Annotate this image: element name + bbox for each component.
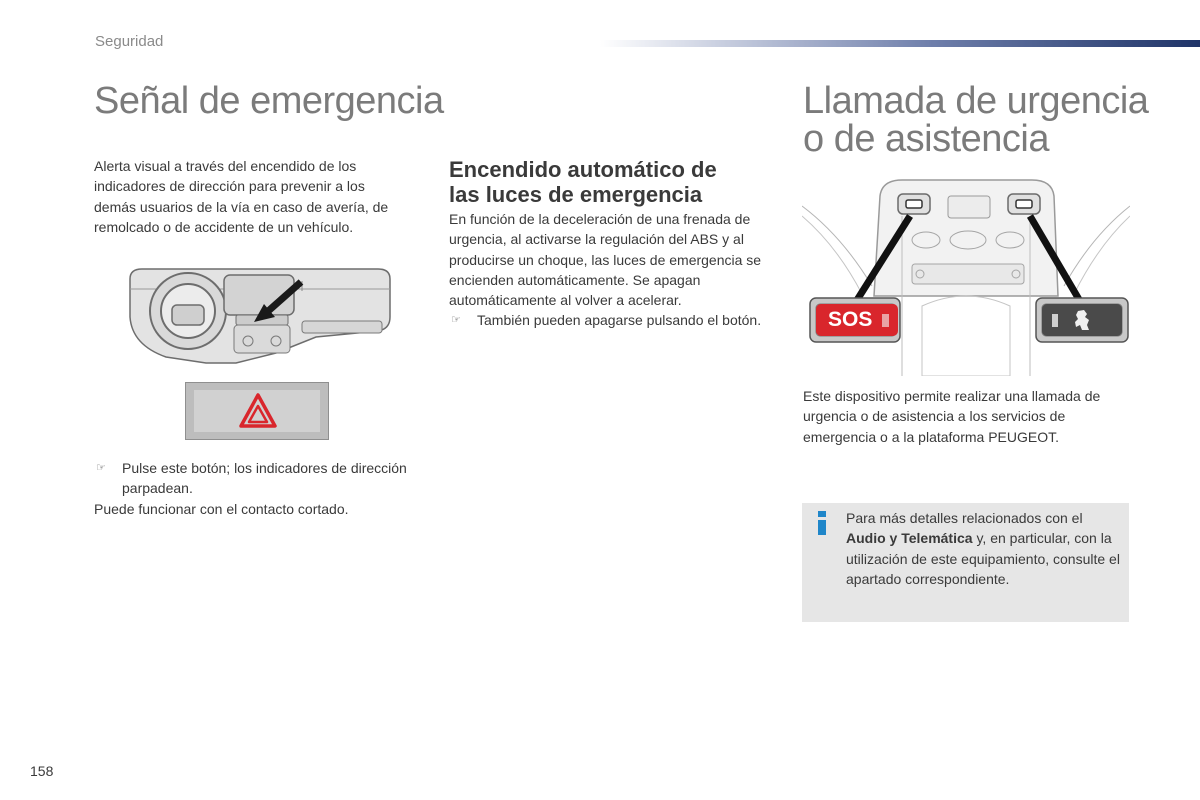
page-title-emergency-call-line1: Llamada de urgencia xyxy=(803,80,1149,122)
auto-hazard-bullet-text: También pueden apagarse pulsando el botón. xyxy=(477,312,762,329)
hazard-triangle-icon xyxy=(238,392,278,430)
sos-label: SOS xyxy=(828,308,873,331)
auto-hazard-heading-line1: Encendido automático de xyxy=(449,157,717,182)
hazard-bullet-text: Pulse este botón; los indicadores de dirección parpadean. xyxy=(122,460,407,497)
page-number: 158 xyxy=(30,763,54,779)
info-text xyxy=(846,508,1126,589)
auto-hazard-section xyxy=(449,209,769,331)
hazard-instructions xyxy=(94,458,414,519)
auto-hazard-heading-line2: las luces de emergencia xyxy=(449,182,703,207)
sos-indicator-icon xyxy=(882,314,889,327)
info-text-bold: Audio y Telemática xyxy=(846,530,973,547)
info-icon xyxy=(818,511,826,535)
hazard-note: Puede funcionar con el contacto cortado. xyxy=(94,500,349,517)
dashboard-illustration xyxy=(126,265,394,370)
bullet-arrow-icon: ☞ xyxy=(96,462,106,474)
sos-button xyxy=(816,304,898,336)
assistance-button xyxy=(1042,304,1122,336)
page-title-emergency-call-line2: o de asistencia xyxy=(803,118,1049,160)
auto-hazard-bullet xyxy=(449,310,769,330)
page-title-emergency-call xyxy=(803,82,1163,158)
hazard-button-panel xyxy=(185,382,329,440)
assistance-indicator-icon xyxy=(1052,314,1058,327)
overhead-console-illustration xyxy=(802,176,1130,376)
page-title-hazard: Señal de emergencia xyxy=(94,80,444,122)
info-text-pre: Para más detalles relacionados con el xyxy=(846,510,1083,526)
emergency-call-body: Este dispositivo permite realizar una llamada de urgencia o de asistencia a los servicios de emergencia o a la plataforma PEUGEOT. xyxy=(803,388,1101,445)
hazard-bullet xyxy=(94,458,414,499)
section-label: Seguridad xyxy=(95,33,164,50)
info-text-post: y, en particular, con la utilización de este equipamiento, consulte el apartado correspondiente. xyxy=(846,530,1120,587)
auto-hazard-body: En función de la deceleración de una frenada de urgencia, al activarse la regulación del ABS y al producirse un choque, las luces de emergencia se encienden automáticamente. Se apagan automáticamente al volver a acelerar. xyxy=(449,211,762,309)
auto-hazard-heading xyxy=(449,157,759,207)
peugeot-lion-icon xyxy=(1070,308,1094,332)
info-box xyxy=(802,503,1129,622)
header-gradient-bar xyxy=(600,40,1200,47)
bullet-arrow-icon: ☞ xyxy=(451,314,461,327)
hazard-intro-text: Alerta visual a través del encendido de los indicadores de dirección para prevenir a los demás usuarios de la vía en caso de avería, de remolcado o de accidente de un vehículo. xyxy=(94,158,389,235)
